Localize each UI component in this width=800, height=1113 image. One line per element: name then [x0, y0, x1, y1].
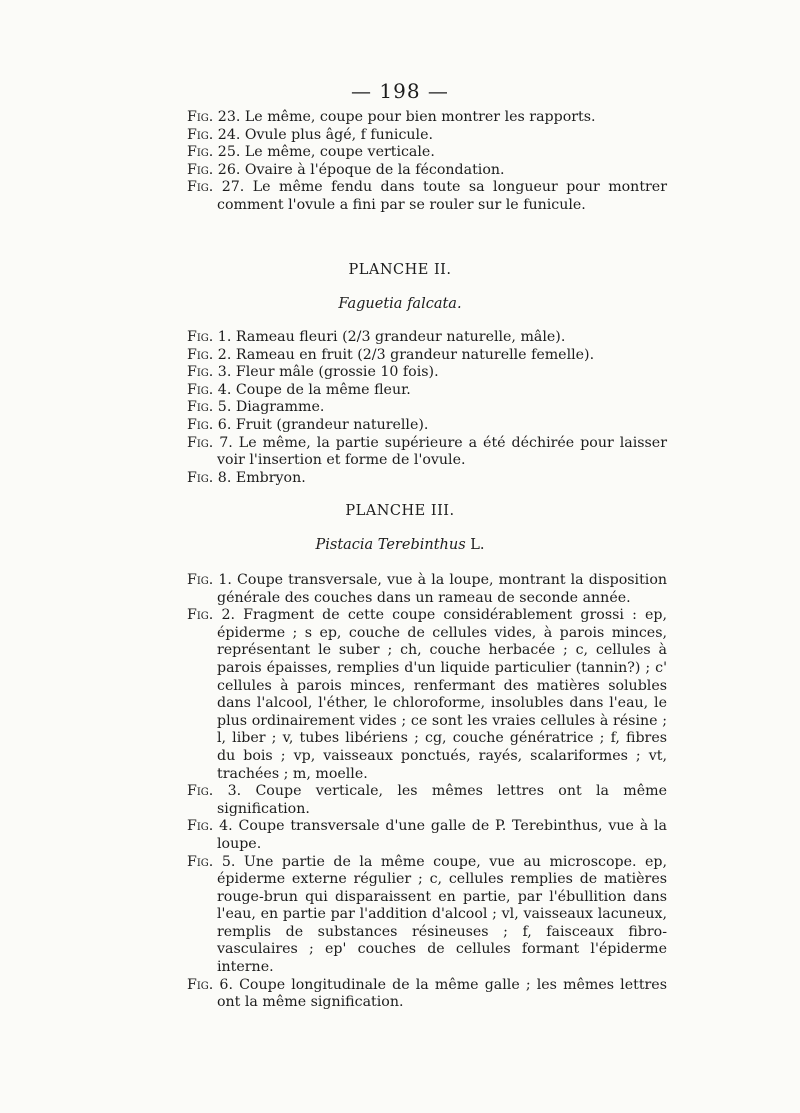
- figure-text: Fragment de cette coupe considérablement grossi : ep, épiderme ; s ep, couche de cellules vides, à parois minces, représentant le suber ; ch, couche herbacée ; c, cellules à parois épaisses, remplies d'un liquide particulier (tannin?) ; c' cellules à parois minces, renfermant des matières solubles dans l'alcool, l'éther, le chloroforme, insolubles dans l'eau, le plus ordinairement vides ; ce sont les vraies cellules à résine ; l, liber ; v, tubes libériens ; cg, couche génératrice ; f, fibres du bois ; vp, vaisseaux ponctués, rayés, scalariformes ; vt, trachées ; m, moelle.: [217, 607, 667, 782]
- figure-text: Le même, coupe verticale.: [244, 144, 435, 161]
- figure-caption: [187, 435, 667, 470]
- figure-text: Rameau en fruit (2/3 grandeur naturelle femelle).: [235, 346, 595, 363]
- figure-label: Fig. 5.: [187, 853, 236, 870]
- figure-text: Rameau fleuri (2/3 grandeur naturelle, mâle).: [235, 329, 566, 345]
- species-author: L.: [470, 537, 485, 553]
- figure-label: Fig. 6.: [187, 976, 233, 993]
- figure-text: Fruit (grandeur naturelle).: [235, 416, 429, 433]
- figure-caption: [187, 607, 667, 783]
- figure-caption: [187, 162, 667, 180]
- figure-caption: [187, 977, 667, 1012]
- figure-caption: [187, 382, 667, 400]
- figure-label: Fig. 27.: [187, 179, 245, 196]
- figure-caption: [187, 783, 667, 818]
- figure-text: Le même fendu dans toute sa longueur pour montrer comment l'ovule a fini par se rouler sur le funicule.: [217, 179, 667, 213]
- figure-caption: [187, 329, 667, 347]
- figure-label: Fig. 3.: [187, 364, 232, 381]
- planche-2-heading: PLANCHE II.: [348, 262, 452, 278]
- figure-list-planche-2: [187, 329, 667, 487]
- species-name: Pistacia Terebinthus: [315, 537, 466, 553]
- figure-caption: [187, 109, 667, 127]
- page-number: — 198 —: [351, 79, 449, 103]
- figure-text: Le même, coupe pour bien montrer les rapports.: [244, 109, 596, 125]
- figure-caption: [187, 854, 667, 977]
- planche-3-species: [0, 537, 800, 553]
- figure-text: Embryon.: [235, 469, 306, 486]
- figure-caption: [187, 818, 667, 853]
- figure-text: Coupe transversale, vue à la loupe, montrant la disposition générale des couches dans un rameau de seconde année.: [217, 572, 667, 606]
- figure-caption: [187, 364, 667, 382]
- figure-label: Fig. 23.: [187, 109, 241, 125]
- figure-label: Fig. 5.: [187, 399, 232, 416]
- figure-label: Fig. 7.: [187, 434, 233, 451]
- figure-label: Fig. 1.: [187, 572, 232, 588]
- figure-list-planche-3: [187, 572, 667, 1012]
- figure-label: Fig. 4.: [187, 818, 233, 835]
- figure-caption: [187, 144, 667, 162]
- figure-text: Fleur mâle (grossie 10 fois).: [235, 364, 439, 381]
- figure-list-top: [187, 109, 667, 215]
- figure-text: Ovaire à l'époque de la fécondation.: [244, 161, 505, 178]
- figure-label: Fig. 2.: [187, 607, 235, 624]
- figure-label: Fig. 4.: [187, 381, 232, 398]
- figure-caption: [187, 399, 667, 417]
- planche-3-heading: PLANCHE III.: [345, 503, 455, 519]
- figure-label: Fig. 25.: [187, 144, 241, 161]
- figure-label: Fig. 26.: [187, 161, 241, 178]
- planche-2-species: Faguetia falcata.: [338, 296, 462, 312]
- figure-caption: [187, 127, 667, 145]
- figure-label: Fig. 1.: [187, 329, 232, 345]
- figure-caption: [187, 572, 667, 607]
- figure-caption: [187, 179, 667, 214]
- figure-text: Coupe longitudinale de la même galle ; les mêmes lettres ont la même signification.: [217, 976, 667, 1011]
- figure-label: Fig. 6.: [187, 416, 232, 433]
- figure-label: Fig. 8.: [187, 469, 232, 486]
- figure-text: Coupe de la même fleur.: [235, 381, 411, 398]
- figure-text: Coupe transversale d'une galle de P. Terebinthus, vue à la loupe.: [217, 818, 668, 852]
- figure-text: Coupe verticale, les mêmes lettres ont la même signification.: [217, 783, 667, 817]
- figure-text: Le même, la partie supérieure a été déchirée pour laisser voir l'insertion et forme de l'ovule.: [217, 434, 667, 469]
- figure-label: Fig. 3.: [187, 783, 242, 800]
- figure-text: Une partie de la même coupe, vue au microscope. ep, épiderme externe régulier ; c, cellules remplies de matières rouge-brun qui disparaissent en partie, par l'ébullition dans l'eau, en partie par l'addition d'alcool ; vl, vaisseaux lacuneux, remplis de substances résineuses ; f, faisceaux fibro-vasculaires ; ep' couches de cellules formant l'épiderme interne.: [217, 853, 667, 976]
- figure-label: Fig. 24.: [187, 126, 241, 143]
- figure-caption: [187, 417, 667, 435]
- figure-caption: [187, 347, 667, 365]
- figure-text: Ovule plus âgé, f funicule.: [244, 126, 433, 143]
- figure-label: Fig. 2.: [187, 346, 232, 363]
- figure-text: Diagramme.: [235, 399, 325, 416]
- figure-caption: [187, 470, 667, 488]
